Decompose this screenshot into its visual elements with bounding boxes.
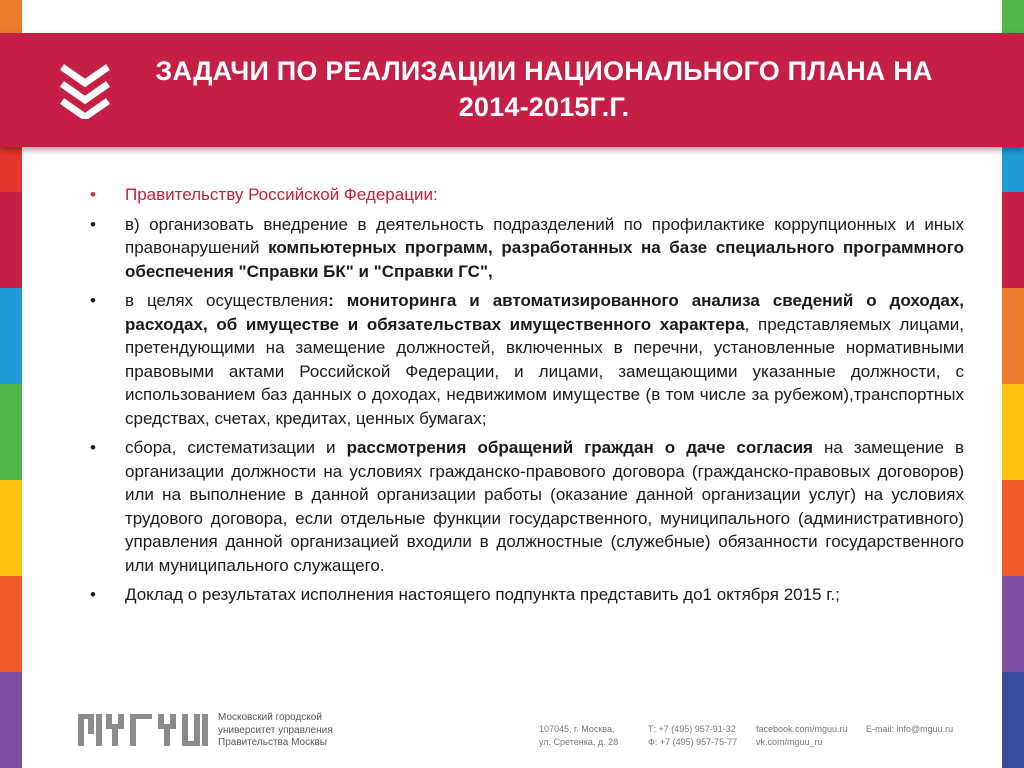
list-item xyxy=(90,213,964,284)
list-item xyxy=(90,183,964,207)
bullet-marker: • xyxy=(90,291,96,310)
list-item-bold-text: рассмотрения обращений граждан о даче согласия xyxy=(346,438,813,457)
footer-phones: Т: +7 (495) 957-91-32 Ф: +7 (495) 957-75-77 xyxy=(648,724,738,747)
stripe-segment xyxy=(0,480,22,576)
list-item-text: Доклад о результатах исполнения настоящего подпункта представить до1 октября 2015 г.; xyxy=(125,585,840,604)
mguu-logo xyxy=(78,712,210,748)
footer-email[interactable]: E-mail: info@mguu.ru xyxy=(866,724,954,734)
list-item-text: сбора, систематизации и xyxy=(125,438,347,457)
vk-link[interactable]: vk.com/mguu_ru xyxy=(756,737,823,747)
bullet-marker: • xyxy=(90,214,96,234)
stripe-segment xyxy=(1002,576,1024,672)
bullet-marker: • xyxy=(90,185,96,204)
facebook-link[interactable]: facebook.com/mguu.ru xyxy=(756,724,848,734)
triple-chevron-down-icon xyxy=(58,61,112,119)
page-title: ЗАДАЧИ ПО РЕАЛИЗАЦИИ НАЦИОНАЛЬНОГО ПЛАНА НА 2014-2015Г.Г. xyxy=(155,56,933,122)
stripe-segment xyxy=(0,288,22,384)
stripe-segment xyxy=(0,672,22,768)
list-item xyxy=(90,583,964,607)
stripe-segment xyxy=(1002,672,1024,768)
list-item-heading: Правительству Российской Федерации: xyxy=(125,185,438,204)
stripe-segment xyxy=(1002,288,1024,384)
bullet-list xyxy=(90,183,964,613)
title-banner xyxy=(0,33,1024,147)
list-item-bold-text: компьютерных программ, разработанных на базе специального программного обеспечения "Справки БК" и "Справки ГС", xyxy=(125,238,964,281)
stripe-segment xyxy=(1002,192,1024,288)
list-item-text: в) организовать внедрение в деятельность подразделений по профилактике коррупционных и иных правонарушений xyxy=(125,214,964,257)
stripe-segment xyxy=(0,384,22,480)
list-item-bold-text: : мониторинга и автоматизированного анализа сведений о доходах, расходах, об имуществе и обязательствах имущественного характера xyxy=(125,291,965,334)
list-item-text: , представляемых лицами, претендующими на замещение должностей, включенных в перечни, установленные нормативными правовыми актами Российской Федерации, и лицами, замещающими указанные должности, с использованием баз данных о доходах, недвижимом имуществе (в том числе за рубежом),транспортных средствах, счетах, кредитах, ценных бумагах; xyxy=(125,314,964,428)
stripe-segment xyxy=(1002,384,1024,480)
footer-social-links xyxy=(756,723,848,749)
stripe-segment xyxy=(0,576,22,672)
list-item xyxy=(90,436,964,577)
stripe-segment xyxy=(1002,480,1024,576)
list-item-text: на замещение в организации должности на условиях гражданско-правового договора (гражданско-правовых договоров) или на выполнение в данной организации работы (оказание данной организации услуг) на условиях трудового договора, если отдельные функции государственного, муниципального (административного) управления данной организацией входили в должностные (служебные) обязанности государственного или муниципального служащего. xyxy=(125,438,964,575)
university-name: Московский городской университет управления Правительства Москвы xyxy=(218,712,333,748)
bullet-marker: • xyxy=(90,585,96,604)
bullet-marker: • xyxy=(90,438,96,457)
list-item-text: в целях осуществления xyxy=(125,291,329,310)
stripe-segment xyxy=(0,192,22,288)
footer-address: 107045, г. Москва, ул. Сретенка, д. 28 xyxy=(539,724,619,747)
list-item xyxy=(90,289,964,430)
